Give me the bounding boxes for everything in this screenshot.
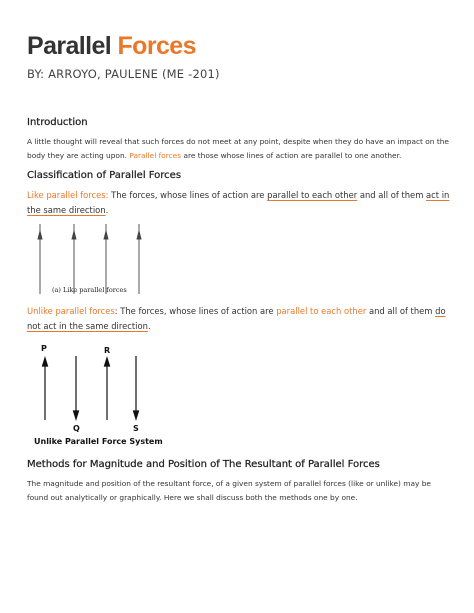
introduction-heading: Introduction	[27, 117, 88, 128]
like-force-arrow-1	[38, 231, 42, 239]
like-link-parallel[interactable]: parallel to each other	[267, 190, 358, 200]
unlike-force-arrow-q-down	[74, 411, 79, 419]
introduction-text-before: A little thought will reveal that such forces do not meet at any point, despite when they do have an impact on the body they are acting upon.	[27, 137, 449, 160]
force-label-q: Q	[73, 424, 80, 433]
unlike-link-not-same-direction[interactable]: do not act in the same direction	[27, 306, 446, 331]
like-figure-caption: (a) Like parallel forces	[52, 286, 127, 294]
like-parallel-paragraph	[27, 188, 452, 218]
unlike-figure-caption: Unlike Parallel Force System	[34, 437, 163, 446]
unlike-text-1: The forces, whose lines of action are	[117, 306, 277, 316]
unlike-text-end: .	[147, 321, 151, 331]
force-label-r: R	[104, 346, 111, 355]
like-link-same-direction[interactable]: act in the same direction	[27, 190, 450, 215]
like-text-end: .	[105, 205, 109, 215]
force-label-s: S	[133, 424, 139, 433]
like-force-arrow-4	[137, 231, 141, 239]
unlike-force-arrow-r-up	[105, 358, 110, 366]
title-part-forces: Forces	[117, 32, 196, 60]
unlike-parallel-forces-figure	[30, 340, 190, 450]
title-part-parallel: Parallel	[27, 32, 112, 60]
like-force-arrow-2	[72, 231, 76, 239]
like-parallel-term: Like parallel forces	[27, 190, 106, 200]
introduction-paragraph	[27, 135, 452, 163]
force-label-p: P	[41, 344, 47, 353]
like-force-arrow-3	[104, 231, 108, 239]
unlike-link-parallel[interactable]: parallel to each other	[276, 306, 367, 316]
introduction-text-after: are those whose lines of action are parallel to one another.	[181, 151, 402, 160]
methods-heading: Methods for Magnitude and Position of The Resultant of Parallel Forces	[27, 459, 380, 470]
unlike-parallel-paragraph	[27, 304, 452, 334]
author-byline: BY: ARROYO, PAULENE (ME -201)	[27, 67, 220, 81]
page-title	[27, 31, 196, 61]
parallel-forces-highlight: Parallel forces	[129, 151, 182, 160]
unlike-parallel-colon: :	[114, 306, 118, 316]
unlike-parallel-term: Unlike parallel forces	[27, 306, 115, 316]
like-parallel-forces-figure	[30, 218, 155, 300]
like-text-1: The forces, whose lines of action are	[108, 190, 268, 200]
classification-heading: Classification of Parallel Forces	[27, 170, 182, 181]
unlike-force-arrow-s-down	[134, 411, 139, 419]
methods-paragraph: The magnitude and position of the resultant force, of a given system of parallel forces (like or unlike) may be found out analytically or graphically. Here we shall discuss both the methods one by one.	[27, 479, 431, 502]
like-parallel-colon: :	[105, 190, 109, 200]
unlike-text-2: and all of them	[366, 306, 436, 316]
like-text-2: and all of them	[357, 190, 427, 200]
unlike-force-arrow-p-up	[43, 358, 48, 366]
